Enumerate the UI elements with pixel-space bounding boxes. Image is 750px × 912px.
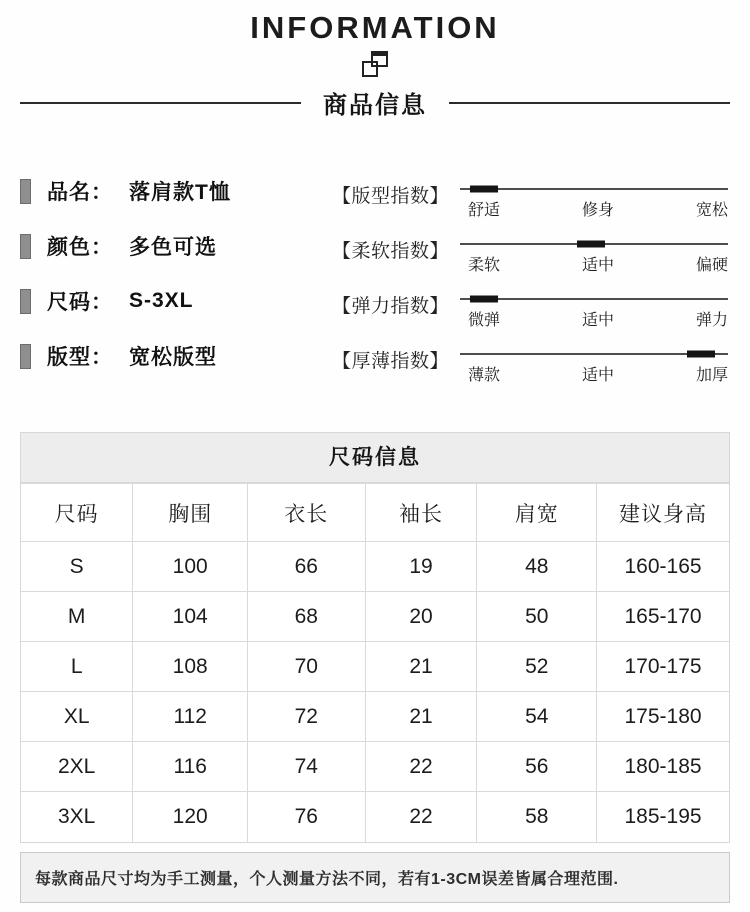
slider-track: [460, 243, 728, 245]
cell-length: 66: [248, 542, 366, 592]
tick-label-left: 微弹: [468, 312, 501, 329]
index-slider-fit: [460, 188, 730, 220]
cell-shoulder: 56: [477, 742, 597, 792]
cell-shoulder: 54: [477, 692, 597, 742]
header-cell-height: 建议身高: [597, 484, 729, 542]
cell-sleeve: 22: [365, 792, 477, 842]
measurement-note: 每款商品尺寸均为手工测量，个人测量方法不同，若有1-3CM误差皆属合理范围.: [20, 852, 730, 903]
cell-size: 3XL: [21, 792, 133, 842]
cell-height: 170-175: [597, 642, 729, 692]
tick-label-center: 修身: [582, 202, 615, 219]
cell-height: 165-170: [597, 592, 729, 642]
table-row: [21, 792, 729, 842]
index-slider-thickness: [460, 353, 730, 385]
cell-length: 72: [248, 692, 366, 742]
bullet-marker: [20, 344, 31, 369]
divider-line-left: [20, 102, 301, 104]
tick-label-center: 适中: [582, 312, 615, 329]
slider-marker: [687, 351, 715, 358]
table-row: [21, 742, 729, 792]
page-title: INFORMATION: [250, 10, 500, 45]
index-title-softness: 【柔软指数】: [332, 241, 450, 262]
cell-sleeve: 19: [365, 542, 477, 592]
cell-sleeve: 21: [365, 692, 477, 742]
tick-label-right: 偏硬: [696, 257, 729, 274]
cell-bust: 108: [133, 642, 248, 692]
cell-sleeve: 21: [365, 642, 477, 692]
section-subtitle: 商品信息: [323, 92, 427, 119]
tick-label-left: 薄款: [468, 367, 501, 384]
cell-shoulder: 50: [477, 592, 597, 642]
tick-label-left: 舒适: [468, 202, 501, 219]
table-row: [21, 692, 729, 742]
cell-size: M: [21, 592, 133, 642]
cell-length: 74: [248, 742, 366, 792]
attribute-label: 尺码：: [47, 291, 113, 314]
cell-bust: 116: [133, 742, 248, 792]
tick-label-center: 适中: [582, 367, 615, 384]
slider-tick-labels: [460, 197, 728, 220]
attribute-product-name: [20, 176, 332, 206]
attribute-fit-type: [20, 341, 332, 371]
index-title-thickness: 【厚薄指数】: [332, 351, 450, 372]
icon-front-square: [362, 61, 378, 77]
header-cell-sleeve: 袖长: [365, 484, 477, 542]
cell-shoulder: 58: [477, 792, 597, 842]
product-specs: [20, 176, 730, 396]
slider-track: [460, 188, 728, 190]
bullet-marker: [20, 179, 31, 204]
cell-sleeve: 20: [365, 592, 477, 642]
attribute-value: 多色可选: [129, 236, 217, 259]
slider-marker: [577, 241, 605, 248]
slider-tick-labels: [460, 307, 728, 330]
table-row: [21, 642, 729, 692]
cell-height: 175-180: [597, 692, 729, 742]
size-table-header-row: [21, 484, 729, 542]
header-cell-size: 尺码: [21, 484, 133, 542]
cell-size: XL: [21, 692, 133, 742]
cell-height: 185-195: [597, 792, 729, 842]
divider-line-right: [449, 102, 730, 104]
overlapping-squares-icon: [362, 51, 388, 77]
header-cell-shoulder: 肩宽: [477, 484, 597, 542]
cell-bust: 100: [133, 542, 248, 592]
table-row: [21, 542, 729, 592]
cell-bust: 104: [133, 592, 248, 642]
cell-height: 160-165: [597, 542, 729, 592]
cell-length: 76: [248, 792, 366, 842]
attribute-label: 品名：: [47, 181, 113, 204]
cell-size: 2XL: [21, 742, 133, 792]
tick-label-center: 适中: [582, 257, 615, 274]
index-slider-elasticity: [460, 298, 730, 330]
size-table: [21, 483, 729, 842]
slider-tick-labels: [460, 362, 728, 385]
cell-shoulder: 48: [477, 542, 597, 592]
tick-label-right: 宽松: [696, 202, 729, 219]
attribute-label: 颜色：: [47, 236, 113, 259]
tick-label-right: 弹力: [696, 312, 729, 329]
header-cell-length: 衣长: [248, 484, 366, 542]
page-header: [20, 10, 730, 120]
slider-marker: [470, 296, 498, 303]
header-cell-bust: 胸围: [133, 484, 248, 542]
slider-track: [460, 298, 728, 300]
cell-size: L: [21, 642, 133, 692]
section-divider: [20, 85, 730, 120]
attribute-value: 宽松版型: [129, 346, 217, 369]
attribute-value: 落肩款T恤: [129, 181, 231, 204]
cell-height: 180-185: [597, 742, 729, 792]
tick-label-left: 柔软: [468, 257, 501, 274]
attribute-color: [20, 231, 332, 261]
slider-tick-labels: [460, 252, 728, 275]
spec-row-elasticity: [20, 286, 730, 341]
cell-size: S: [21, 542, 133, 592]
table-row: [21, 592, 729, 642]
spec-row-softness: [20, 231, 730, 286]
tick-label-right: 加厚: [696, 367, 729, 384]
index-title-elasticity: 【弹力指数】: [332, 296, 450, 317]
bullet-marker: [20, 289, 31, 314]
spec-row-fit: [20, 176, 730, 231]
cell-shoulder: 52: [477, 642, 597, 692]
cell-length: 70: [248, 642, 366, 692]
attribute-label: 版型：: [47, 346, 113, 369]
cell-length: 68: [248, 592, 366, 642]
cell-sleeve: 22: [365, 742, 477, 792]
spec-row-thickness: [20, 341, 730, 396]
size-table-section: [20, 432, 730, 843]
index-title-fit: 【版型指数】: [332, 186, 450, 207]
size-table-title: 尺码信息: [21, 433, 729, 483]
attribute-value: S-3XL: [129, 289, 194, 312]
bullet-marker: [20, 234, 31, 259]
cell-bust: 120: [133, 792, 248, 842]
attribute-size-range: [20, 286, 332, 316]
index-slider-softness: [460, 243, 730, 275]
cell-bust: 112: [133, 692, 248, 742]
slider-marker: [470, 186, 498, 193]
slider-track: [460, 353, 728, 355]
